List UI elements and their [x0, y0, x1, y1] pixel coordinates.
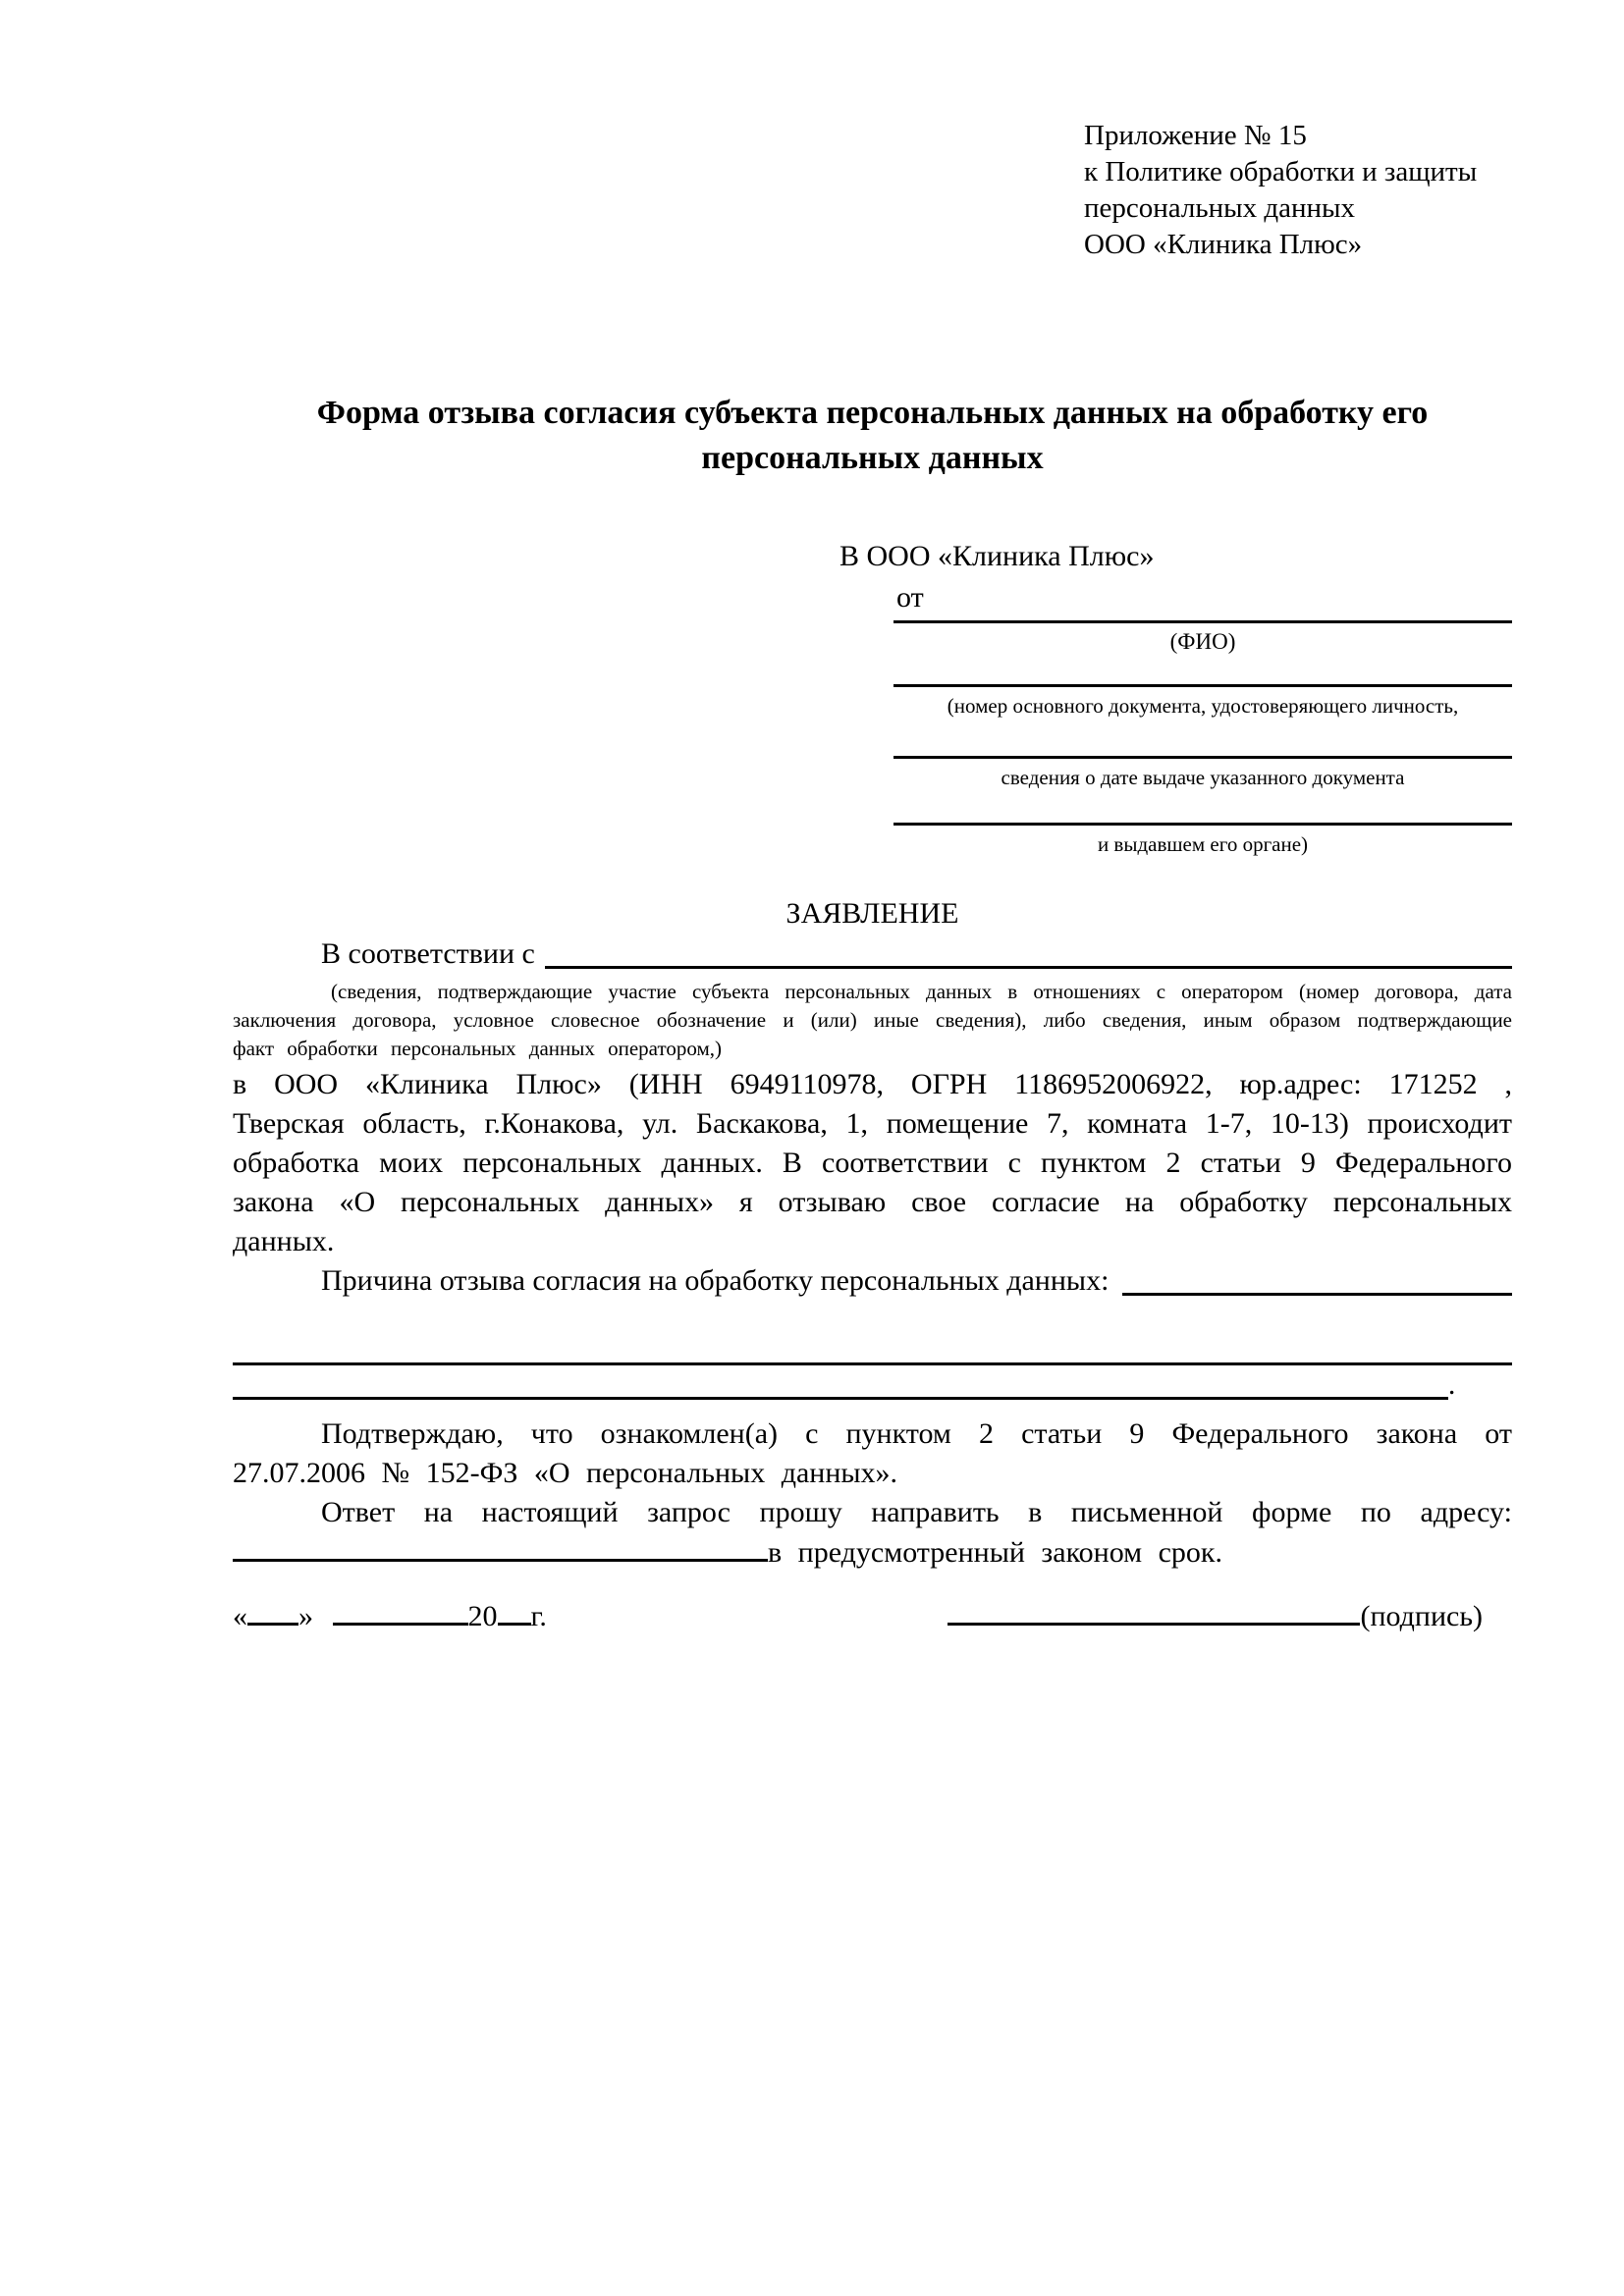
- date-year-suffix: г.: [530, 1600, 547, 1632]
- signature-group: [947, 1596, 1512, 1633]
- issue-date-blank-line: [893, 756, 1512, 759]
- signature-blank-line: [947, 1596, 1360, 1626]
- date-year-blank: [498, 1596, 531, 1626]
- date-signature-row: [233, 1596, 1512, 1633]
- date-month-blank: [333, 1596, 468, 1626]
- footnote-text: (сведения, подтверждающие участие субъекта персональных данных в отношениях с оператором (номер договора, дата заключения договора, условное словесное обозначение и (или) иные сведения), либо сведения, иным образом подтверждающие факт обработки персональных данных оператором,): [233, 980, 1512, 1060]
- reply-address-blank-line: [233, 1532, 768, 1562]
- appendix-header: [1084, 118, 1477, 263]
- reason-continuation-line-1: [233, 1328, 1512, 1365]
- statement-heading: ЗАЯВЛЕНИЕ: [785, 897, 959, 930]
- main-paragraph: в ООО «Клиника Плюс» (ИНН 6949110978, ОГРН 1186952006922, юр.адрес: 171252 , Тверская область, г.Конакова, ул. Баскакова, 1, помещение 7, комната 1-7, 10-13) происходит обработка моих персональных данных. В соответствии с пунктом 2 статьи 9 Федерального закона «О персональных данных» я отзываю свое согласие на обработку персональных данных.: [233, 1068, 1512, 1257]
- issuing-authority-blank-line: [893, 823, 1512, 826]
- signature-caption: (подпись): [1360, 1600, 1483, 1632]
- fio-caption: (ФИО): [1169, 629, 1236, 654]
- reason-continuation-line-2: [233, 1365, 1512, 1405]
- reason-row: [233, 1261, 1512, 1301]
- reply-paragraph: [233, 1493, 1512, 1573]
- appendix-header-line: к Политике обработки и защиты: [1084, 156, 1478, 187]
- date-day-blank: [247, 1596, 298, 1626]
- in-accordance-label: В соответствии с: [321, 937, 535, 970]
- date-close-quote: »: [298, 1600, 313, 1632]
- reply-suffix: в предусмотренный законом срок.: [768, 1536, 1222, 1569]
- date-year-prefix: 20: [467, 1600, 498, 1632]
- issue-date-caption: сведения о дате выдаче указанного документа: [1001, 766, 1405, 789]
- appendix-header-line: персональных данных: [1084, 192, 1356, 224]
- addressee-organization: В ООО «Клиника Плюс»: [839, 540, 1155, 572]
- in-accordance-row: [233, 934, 1512, 974]
- document-number-caption: (номер основного документа, удостоверяющего личность,: [947, 694, 1459, 718]
- in-accordance-blank-line: [545, 934, 1512, 969]
- reason-continuation-blank: [233, 1397, 1448, 1400]
- page-title: Форма отзыва согласия субъекта персональных данных на обработку его персональных данных: [316, 395, 1429, 476]
- reason-label: Причина отзыва согласия на обработку персональных данных:: [321, 1264, 1110, 1297]
- reason-blank-line: [1122, 1261, 1512, 1296]
- issuing-authority-caption: и выдавшем его органе): [1097, 832, 1309, 856]
- confirmation-paragraph: Подтверждаю, что ознакомлен(а) с пунктом 2 статьи 9 Федерального закона от 27.07.2006 № 152-ФЗ «О персональных данных».: [233, 1417, 1512, 1489]
- reply-text: Ответ на настоящий запрос прошу направить в письменной форме по адресу:: [321, 1496, 1512, 1528]
- appendix-header-line: ООО «Клиника Плюс»: [1084, 229, 1363, 260]
- addressee-from-label: от: [896, 581, 924, 614]
- document-number-blank-line: [893, 684, 1512, 687]
- appendix-header-line: Приложение № 15: [1084, 120, 1307, 151]
- statement-body: [233, 934, 1512, 1573]
- date-group: [233, 1596, 547, 1633]
- fio-blank-line: [893, 620, 1512, 623]
- reason-line-period: .: [1447, 1368, 1456, 1401]
- date-open-quote: «: [233, 1600, 247, 1632]
